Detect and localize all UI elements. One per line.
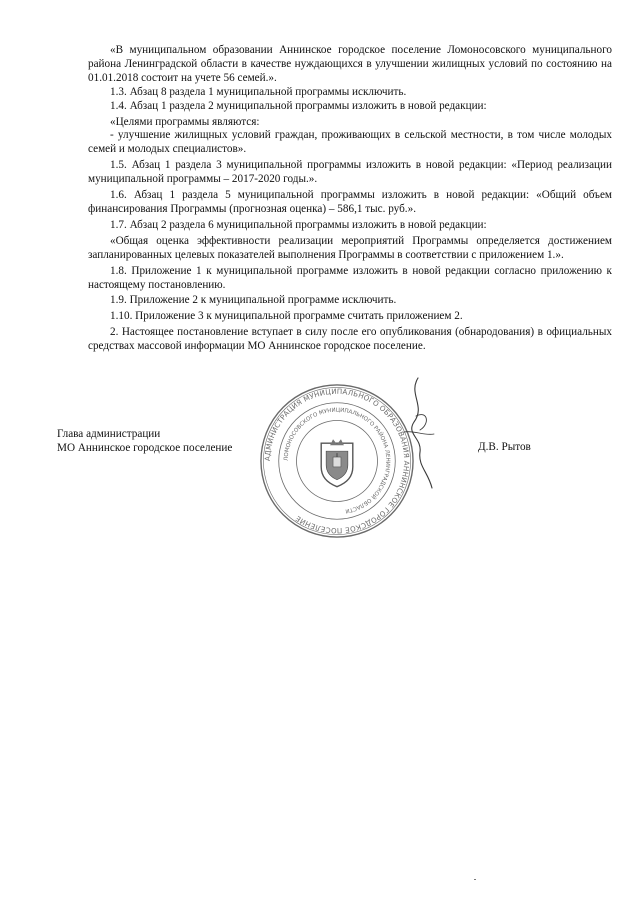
paragraph: 1.5. Абзац 1 раздела 3 муниципальной программы изложить в новой редакции: «Период реализации муниципальной программы – 2017-2020 годы.».: [88, 159, 612, 186]
signatory-position: [57, 427, 232, 455]
paragraph: - улучшение жилищных условий граждан, проживающих в сельской местности, в том числе молодых семей и молодых специалистов».: [88, 129, 612, 156]
document-body: [88, 44, 612, 354]
paragraph: 1.7. Абзац 2 раздела 6 муниципальной программы изложить в новой редакции:: [110, 218, 487, 231]
scan-speck: [474, 879, 476, 880]
paragraph: 1.10. Приложение 3 к муниципальной программе считать приложением 2.: [110, 310, 463, 323]
paragraph: «В муниципальном образовании Аннинское городское поселение Ломоносовского муниципального района Ленинградской области в качестве нуждающихся в улучшении жилищных условий по состоянию на 01.01.2018 состоит на учете 56 семей.».: [88, 44, 612, 84]
handwritten-signature: [380, 372, 450, 492]
seal-outer-text: АДМИНИСТРАЦИЯ МУНИЦИПАЛЬНОГО ОБРАЗОВАНИЯ АННИНСКОЕ ГОРОДСКОЕ ПОСЕЛЕНИЕ: [262, 386, 412, 536]
coat-of-arms-icon: [321, 439, 353, 486]
seal-inner-text: ЛОМОНОСОВСКОГО МУНИЦИПАЛЬНОГО РАЙОНА ЛЕНИНГРАДСКОЙ ОБЛАСТИ: [283, 407, 391, 514]
signatory-name: Д.В. Рытов: [478, 441, 531, 453]
paragraph: 1.4. Абзац 1 раздела 2 муниципальной программы изложить в новой редакции:: [110, 99, 487, 112]
paragraph: 1.8. Приложение 1 к муниципальной программе изложить в новой редакции согласно приложению к настоящему постановлению.: [88, 264, 612, 291]
position-line: Глава администрации: [57, 428, 161, 440]
paragraph: 1.9. Приложение 2 к муниципальной программе исключить.: [110, 294, 397, 307]
paragraph: 1.6. Абзац 1 раздела 5 муниципальной программы изложить в новой редакции: «Общий объем финансирования Программы (прогнозная оценка) – 586,1 тыс. руб.».: [88, 189, 612, 215]
paragraph: «Общая оценка эффективности реализации мероприятий Программы определяется достижением запланированных целевых показателей выполнения Программы в соответствии с приложением 1.».: [88, 234, 612, 261]
position-line: МО Аннинское городское поселение: [57, 442, 233, 454]
paragraph: 2. Настоящее постановление вступает в силу после его опубликования (обнародования) в официальных средствах массовой информации МО Аннинское городское поселение.: [88, 326, 612, 353]
paragraph: «Целями программы являются:: [110, 115, 260, 128]
paragraph: 1.3. Абзац 8 раздела 1 муниципальной программы исключить.: [110, 85, 407, 98]
